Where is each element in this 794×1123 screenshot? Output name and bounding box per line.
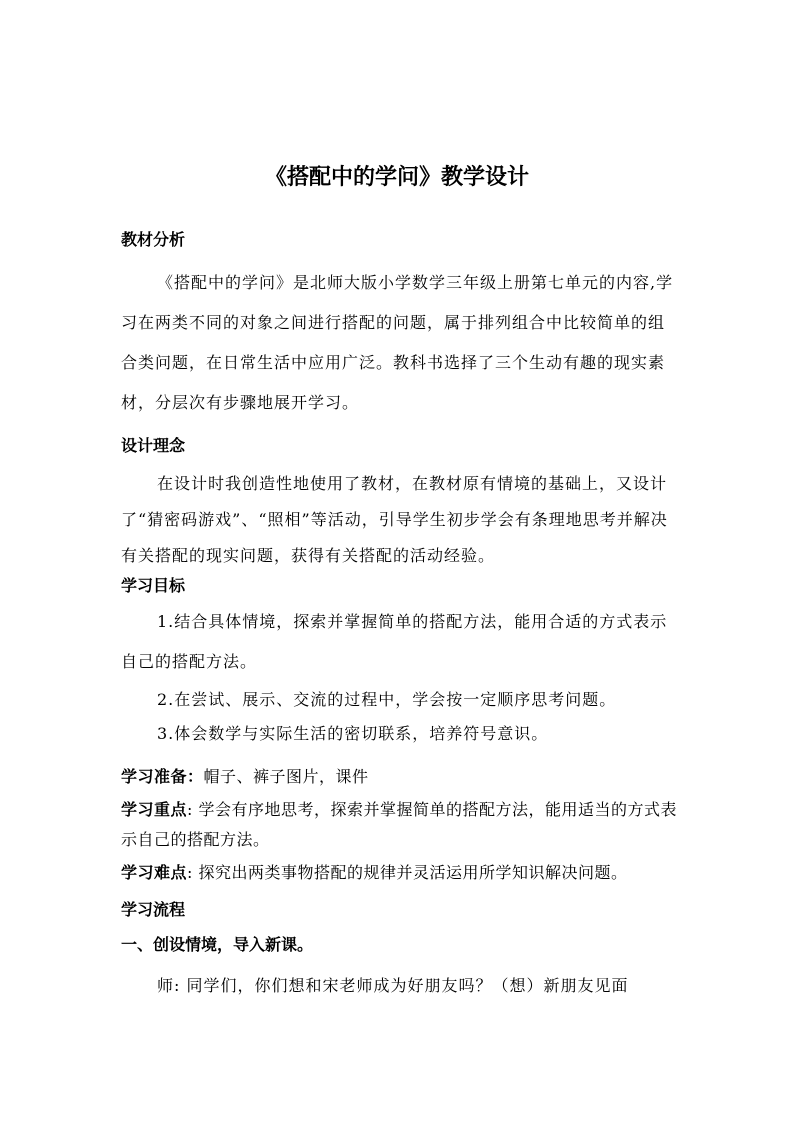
goal-item-3: 3.体会数学与实际生活的密切联系，培养符号意识。 bbox=[157, 724, 549, 743]
difficulty-text: : 探究出两类事物搭配的规律并灵活运用所学知识解决问题。 bbox=[187, 863, 628, 882]
prep-label: 学习准备： bbox=[121, 767, 204, 786]
paragraph-analysis: 《搭配中的学问》是北师大版小学数学三年级上册第七单元的内容,学习在两类不同的对象之间进行搭配的问题，属于排列组合中比较简单的组合类问题，在日常生活中应用广泛。教科书选择了三个生动有趣的现实素材，分层次有步骤地展开学习。 bbox=[121, 273, 674, 412]
difficulty-line bbox=[121, 858, 686, 888]
focus-label: 学习重点 bbox=[121, 800, 188, 819]
heading-flow: 学习流程 bbox=[121, 900, 186, 919]
prep-line bbox=[121, 762, 686, 792]
goal-item-1: 1.结合具体情境，探索并掌握简单的搭配方法，能用合适的方式表示自己的搭配方法。 bbox=[121, 612, 668, 671]
paragraph-step1: 师: 同学们，你们想和宋老师成为好朋友吗？（想）新朋友见面 bbox=[157, 976, 629, 995]
heading-analysis: 教材分析 bbox=[121, 230, 186, 249]
prep-text: 帽子、裤子图片，课件 bbox=[203, 767, 369, 786]
focus-line bbox=[121, 795, 686, 855]
heading-goals: 学习目标 bbox=[121, 576, 186, 595]
heading-concept: 设计理念 bbox=[121, 436, 186, 455]
document-title: 《搭配中的学问》教学设计 bbox=[264, 165, 529, 190]
focus-text: : 学会有序地思考，探索并掌握简单的搭配方法，能用适当的方式表示自己的搭配方法。 bbox=[121, 800, 677, 849]
paragraph-concept: 在设计时我创造性地使用了教材，在教材原有情境的基础上，又设计了“猜密码游戏”、“照相”等活动，引导学生初步学会有条理地思考并解决有关搭配的现实问题，获得有关搭配的活动经验。 bbox=[121, 474, 668, 565]
goal-item-2: 2.在尝试、展示、交流的过程中，学会按一定顺序思考问题。 bbox=[157, 690, 617, 709]
heading-step1: 一、创设情境，导入新课。 bbox=[121, 935, 314, 954]
difficulty-label: 学习难点 bbox=[121, 863, 188, 882]
